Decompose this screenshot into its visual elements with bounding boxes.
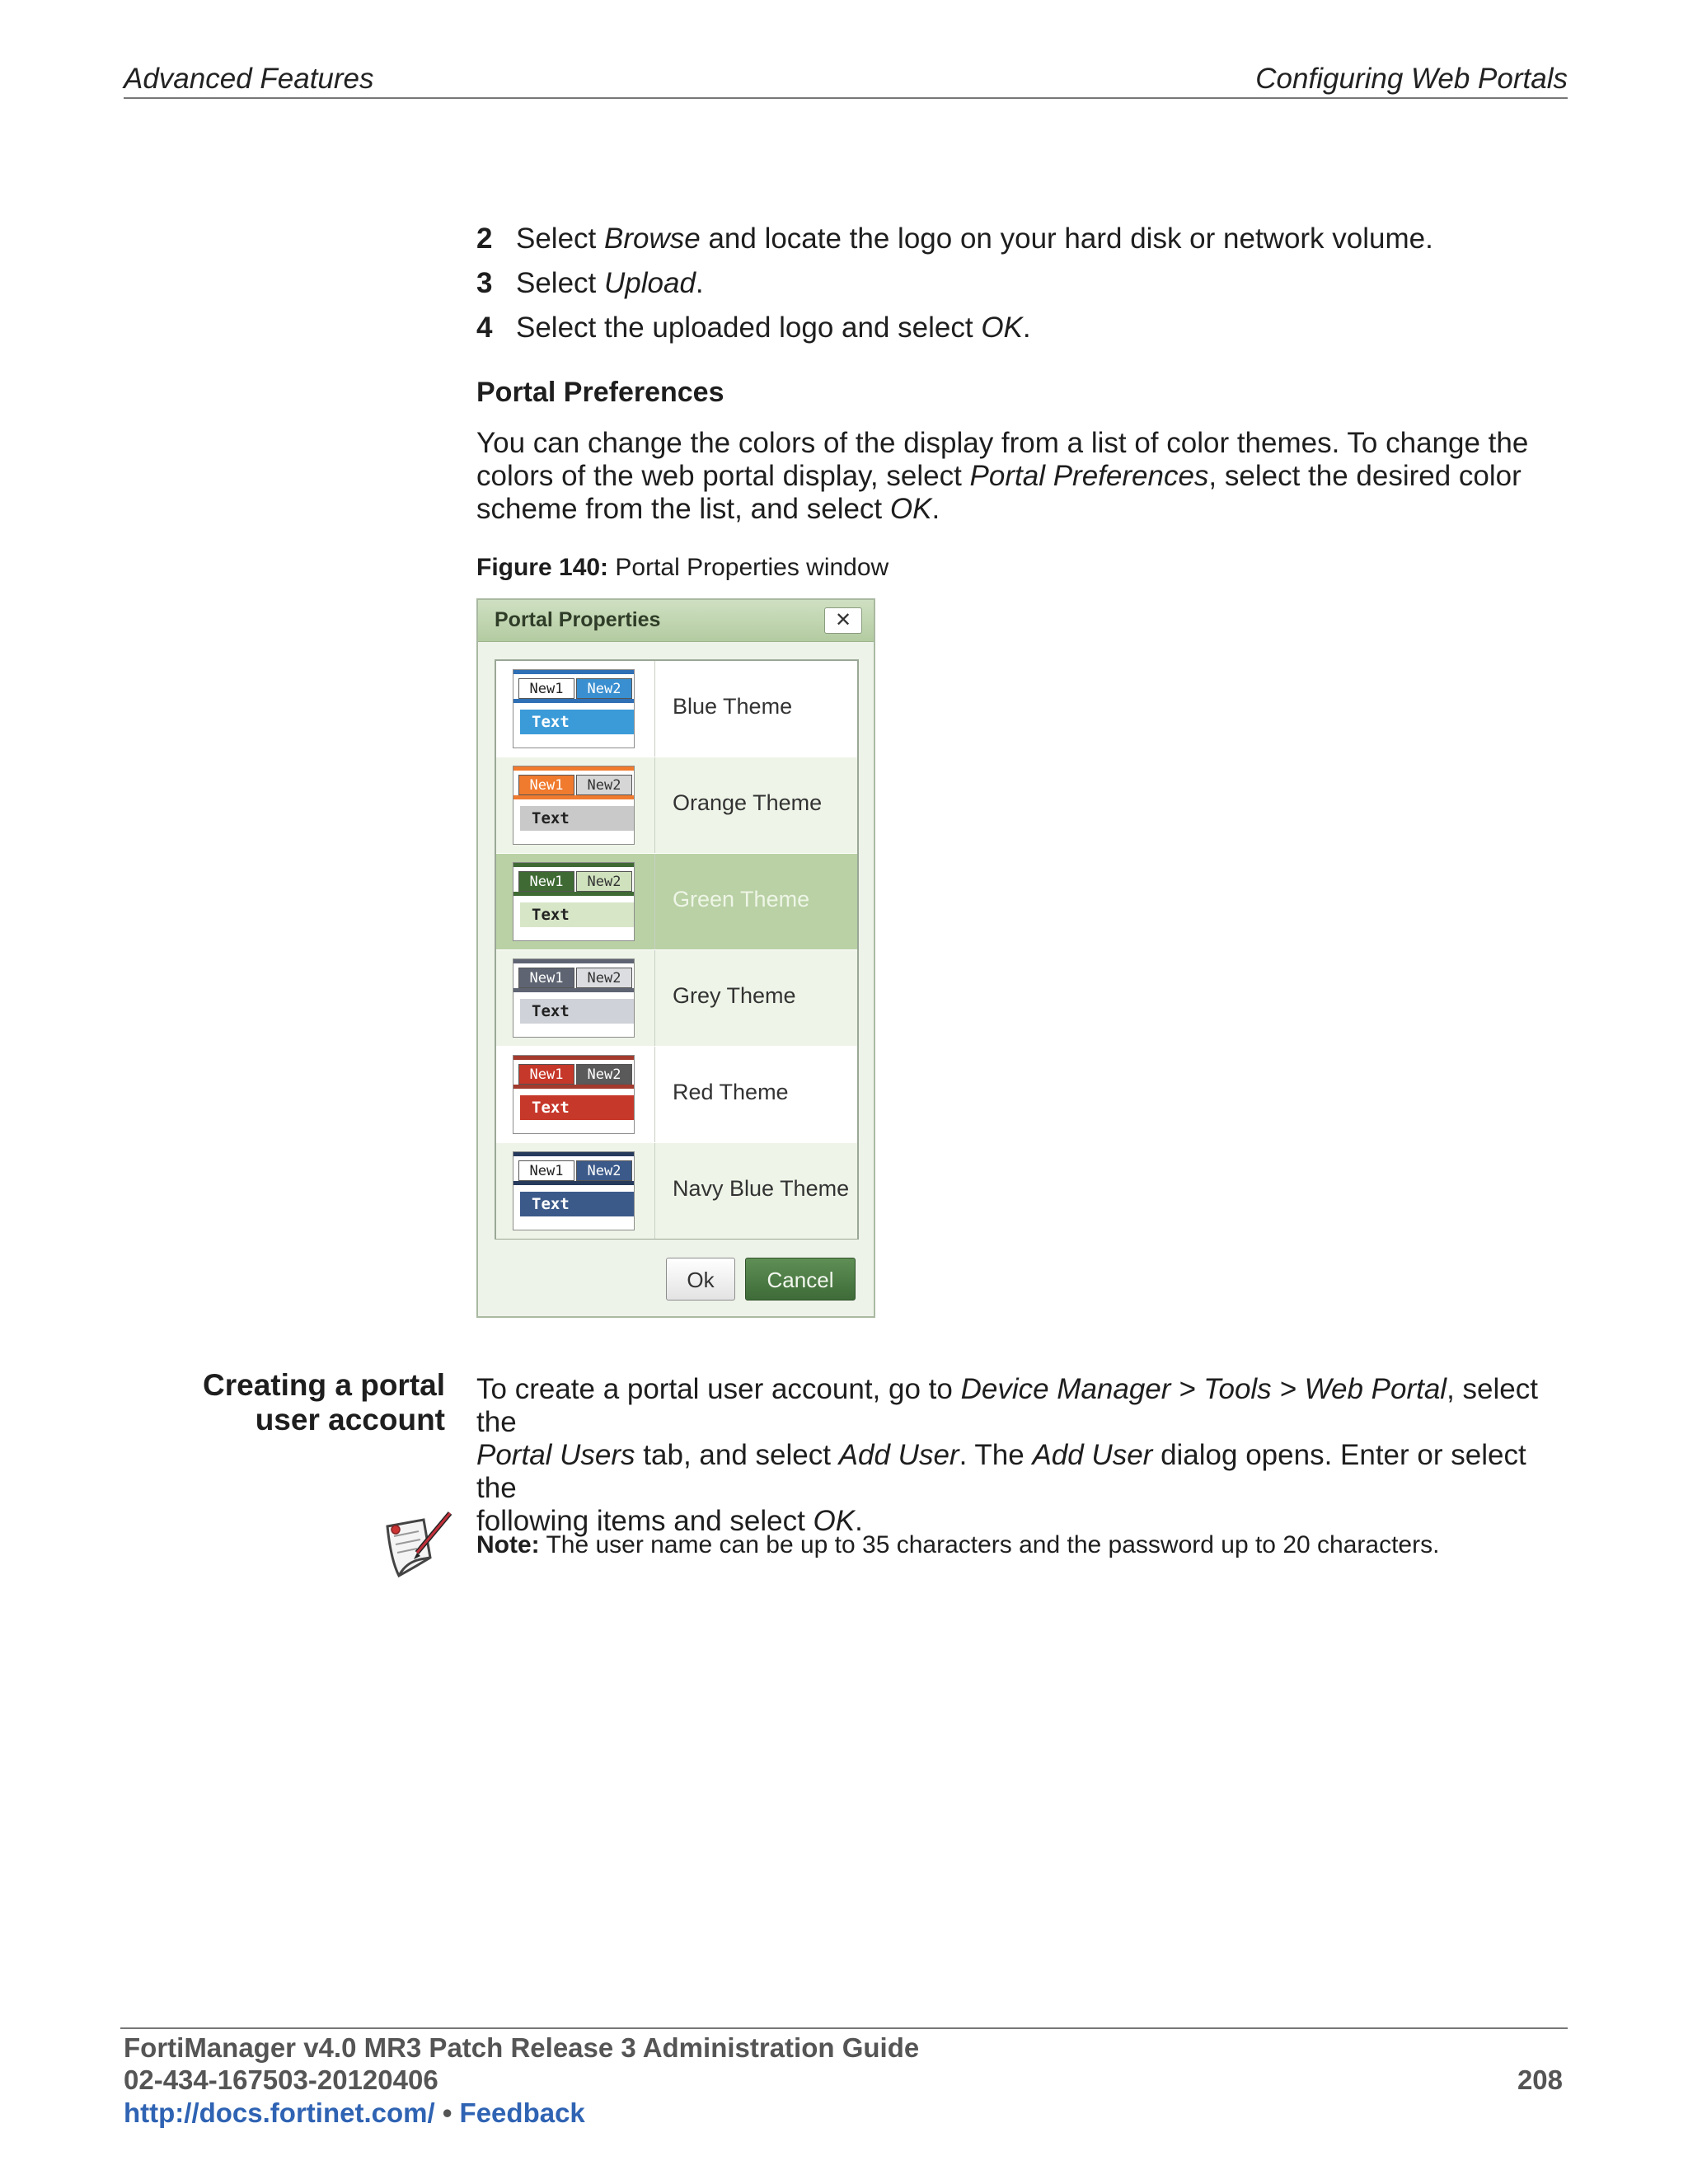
docs-link[interactable]: http://docs.fortinet.com/ xyxy=(124,2097,435,2128)
swatch-tab-new2: New2 xyxy=(576,1160,632,1181)
theme-preview-swatch xyxy=(513,958,635,1038)
swatch-top-band xyxy=(513,670,634,674)
figure-caption: Figure 140: Portal Properties window xyxy=(476,554,889,581)
step-text: Select the uploaded logo and select xyxy=(516,312,982,344)
swatch-tab-new1: New1 xyxy=(518,871,574,892)
theme-row[interactable] xyxy=(496,950,857,1046)
swatch-top-band xyxy=(513,1056,634,1060)
theme-preview-cell xyxy=(496,1143,655,1239)
swatch-tab-strip xyxy=(513,795,634,799)
swatch-tab-strip xyxy=(513,988,634,992)
step-text: Select xyxy=(516,267,604,299)
footer-links xyxy=(124,2097,585,2129)
theme-name: Orange Theme xyxy=(673,790,823,815)
step-4 xyxy=(476,312,1031,344)
theme-preview-swatch xyxy=(513,1055,635,1134)
theme-name: Grey Theme xyxy=(673,983,796,1008)
dialog-title-bar xyxy=(478,600,874,642)
theme-list xyxy=(495,659,859,1240)
theme-preview-cell xyxy=(496,854,655,949)
step-3 xyxy=(476,267,704,300)
swatch-tab-strip xyxy=(513,699,634,703)
theme-row[interactable] xyxy=(496,1143,857,1239)
swatch-top-band xyxy=(513,863,634,867)
swatch-text-bar: Text xyxy=(520,1192,634,1216)
header-chapter-title: Configuring Web Portals xyxy=(1255,63,1568,95)
swatch-tab-new2: New2 xyxy=(576,1064,632,1085)
step-2 xyxy=(476,223,1433,255)
feedback-link[interactable]: Feedback xyxy=(459,2097,585,2128)
step-emphasis: Upload xyxy=(604,267,696,299)
creating-portal-account-heading: Creating a portal user account xyxy=(203,1368,445,1436)
para-line-3: scheme from the list, and select OK. xyxy=(476,493,940,525)
para-line-2: colors of the web portal display, select Portal Preferences, select the desired color xyxy=(476,460,1522,492)
swatch-tab-new2: New2 xyxy=(576,775,632,795)
step-number: 3 xyxy=(476,267,493,299)
theme-row[interactable] xyxy=(496,1047,857,1142)
cancel-button[interactable]: Cancel xyxy=(745,1258,856,1301)
portal-preferences-heading: Portal Preferences xyxy=(476,377,724,408)
swatch-tab-new2: New2 xyxy=(576,968,632,988)
footer-separator: • xyxy=(434,2097,460,2128)
step-number: 4 xyxy=(476,312,493,344)
theme-name: Navy Blue Theme xyxy=(673,1176,850,1201)
swatch-text-bar: Text xyxy=(520,902,634,927)
para-line-2: Portal Users tab, and select Add User. The Add User dialog opens. Enter or select the xyxy=(476,1439,1526,1504)
step-text: Select xyxy=(516,223,604,255)
swatch-tab-new1: New1 xyxy=(518,968,574,988)
para-line-3: following items and select OK. xyxy=(476,1505,863,1537)
theme-name: Red Theme xyxy=(673,1080,789,1104)
page-number: 208 xyxy=(1517,2064,1563,2095)
note-icon xyxy=(381,1510,455,1584)
theme-name: Blue Theme xyxy=(673,694,793,719)
theme-preview-cell xyxy=(496,1047,655,1142)
theme-preview-swatch xyxy=(513,1151,635,1230)
note-text: Note: The user name can be up to 35 characters and the password up to 20 characters. xyxy=(476,1531,1440,1558)
step-text-end: and locate the logo on your hard disk or network volume. xyxy=(700,223,1433,255)
swatch-tab-strip xyxy=(513,892,634,896)
step-text-end: . xyxy=(695,267,704,299)
para-line-1: To create a portal user account, go to Device Manager > Tools > Web Portal, select the xyxy=(476,1373,1538,1438)
swatch-tab-new1: New1 xyxy=(518,1160,574,1181)
footer-divider xyxy=(120,2027,1568,2029)
swatch-text-bar: Text xyxy=(520,806,634,831)
theme-preview-cell xyxy=(496,950,655,1046)
dialog-title: Portal Properties xyxy=(495,608,661,631)
portal-preferences-paragraph xyxy=(476,427,1573,526)
swatch-top-band xyxy=(513,1152,634,1156)
step-number: 2 xyxy=(476,223,493,255)
swatch-tab-new2: New2 xyxy=(576,678,632,699)
swatch-tab-strip xyxy=(513,1085,634,1089)
ok-button[interactable]: Ok xyxy=(666,1258,735,1301)
swatch-top-band xyxy=(513,959,634,963)
footer-guide-title: FortiManager v4.0 MR3 Patch Release 3 Administration Guide xyxy=(124,2032,920,2063)
swatch-text-bar: Text xyxy=(520,999,634,1024)
swatch-tab-strip xyxy=(513,1181,634,1185)
step-emphasis: Browse xyxy=(604,223,701,255)
theme-preview-swatch xyxy=(513,669,635,748)
portal-properties-dialog xyxy=(476,598,875,1318)
creating-portal-account-paragraph xyxy=(476,1373,1573,1538)
swatch-top-band xyxy=(513,766,634,771)
theme-name: Green Theme xyxy=(673,887,810,912)
para-line-1: You can change the colors of the display from a list of color themes. To change the xyxy=(476,427,1529,459)
header-section-title: Advanced Features xyxy=(124,63,374,95)
swatch-tab-new1: New1 xyxy=(518,678,574,699)
swatch-text-bar: Text xyxy=(520,1095,634,1120)
step-emphasis: OK xyxy=(981,312,1023,344)
swatch-tab-new2: New2 xyxy=(576,871,632,892)
theme-preview-cell xyxy=(496,757,655,853)
footer-doc-id: 02-434-167503-20120406 xyxy=(124,2064,438,2095)
swatch-tab-new1: New1 xyxy=(518,775,574,795)
theme-preview-swatch xyxy=(513,766,635,845)
swatch-tab-new1: New1 xyxy=(518,1064,574,1085)
step-text-end: . xyxy=(1022,312,1031,344)
close-icon[interactable]: ✕ xyxy=(824,607,862,634)
swatch-text-bar: Text xyxy=(520,710,634,734)
header-divider xyxy=(124,97,1568,99)
theme-row[interactable] xyxy=(496,661,857,757)
theme-row[interactable] xyxy=(496,854,857,949)
theme-preview-swatch xyxy=(513,862,635,941)
theme-row[interactable] xyxy=(496,757,857,853)
theme-preview-cell xyxy=(496,661,655,757)
